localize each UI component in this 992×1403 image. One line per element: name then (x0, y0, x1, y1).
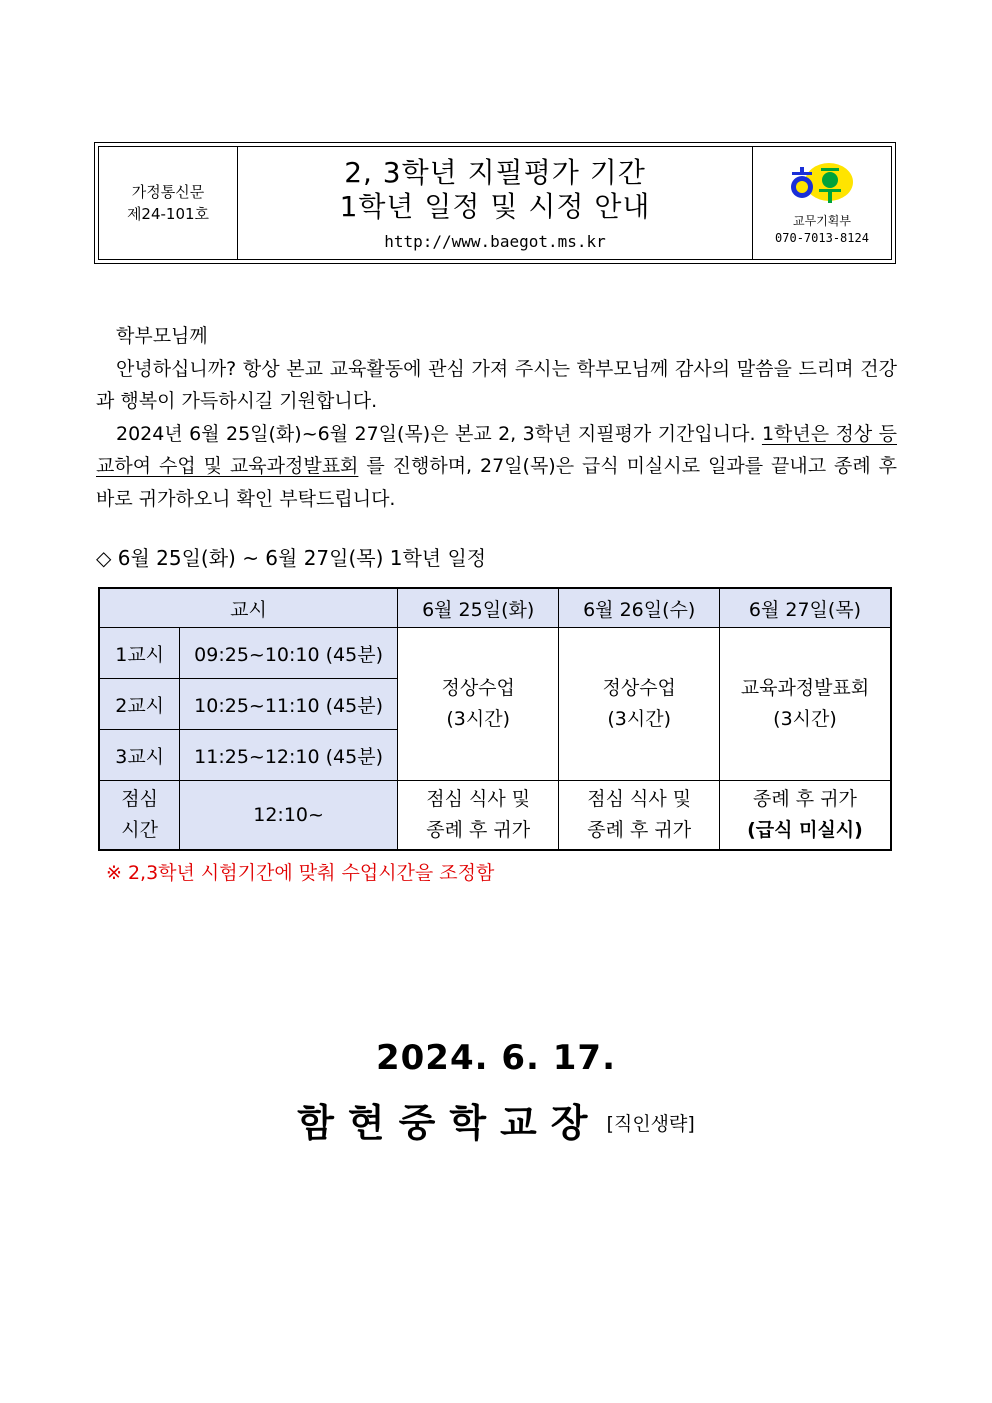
table-header-row (99, 588, 891, 628)
lunch-label-line-2: 시간 (121, 819, 158, 841)
header-day-2: 6월 26일(수) (559, 588, 720, 628)
adjustment-note: ※ 2,3학년 시험기간에 맞춰 수업시간을 조정함 (106, 862, 495, 884)
cell-line-2: (급식 미실시) (747, 819, 863, 841)
header-day-3: 6월 27일(목) (719, 588, 891, 628)
period-label: 1교시 (99, 628, 180, 679)
header-period: 교시 (99, 588, 397, 628)
cell-line-2: (3시간) (607, 708, 672, 730)
issue-date: 2024. 6. 17. (375, 1038, 617, 1078)
cell-line-1: 점심 식사 및 (587, 788, 692, 810)
dept-phone: 070-7013-8124 (775, 230, 869, 245)
signature-line (0, 1092, 992, 1147)
cell-line-2: (3시간) (773, 708, 837, 730)
lunch-row (99, 781, 891, 851)
cell-line-1: 교육과정발표회 (740, 677, 870, 699)
cell-line-1: 정상수업 (602, 677, 676, 699)
title-line-1: 2, 3학년 지필평가 기간 (344, 155, 646, 189)
paragraph-1: 안녕하십니까? 항상 본교 교육활동에 관심 가져 주시는 학부모님께 감사의 말씀을 드리며 건강과 행복이 가득하시길 기원합니다. (96, 357, 897, 412)
doc-info (99, 147, 238, 259)
seal-note: [직인생략] (606, 1113, 695, 1135)
salutation: 학부모님께 (116, 325, 208, 347)
cell-line-2: (3시간) (446, 708, 510, 730)
title-block (238, 147, 753, 259)
paragraph-2-end: 를 진행하며, 27일(목)은 급식 미실시로 일과를 끝내고 종례 후 바로 귀가하오니 확인 부탁드립니다. (96, 455, 897, 510)
class-cell-day-2 (559, 628, 720, 781)
lunch-label-line-1: 점심 (121, 788, 158, 810)
cell-line-1: 종례 후 귀가 (753, 788, 857, 810)
cell-line-2: 종례 후 귀가 (587, 819, 692, 841)
period-time: 10:25~11:10 (45분) (180, 679, 398, 730)
period-time: 11:25~12:10 (45분) (180, 730, 398, 781)
cell-line-1: 점심 식사 및 (426, 788, 531, 810)
principal-title: 함현중학교장 (297, 1101, 602, 1145)
paragraph-2-underlined: 1학년은 정상 등교하여 수업 및 교육과정발표회 (96, 422, 897, 477)
class-cell-day-3 (719, 628, 891, 781)
paragraph-2 (96, 418, 897, 516)
header-box (94, 142, 896, 264)
lunch-cell-day-3 (719, 781, 891, 851)
header-inner (98, 146, 892, 260)
period-label: 2교시 (99, 679, 180, 730)
lunch-cell-day-1 (397, 781, 559, 851)
school-logo-icon (789, 162, 855, 206)
section-title: ◇ 6월 25일(화) ~ 6월 27일(목) 1학년 일정 (96, 546, 487, 570)
lunch-label (99, 781, 180, 851)
doc-number: 제24-101호 (126, 205, 210, 223)
title-line-2: 1학년 일정 및 시정 안내 (339, 189, 651, 223)
dept-block (753, 147, 891, 259)
letter-body (96, 320, 897, 515)
cell-line-2: 종례 후 귀가 (426, 819, 531, 841)
school-url[interactable]: http://www.baegot.ms.kr (384, 231, 606, 251)
period-label: 3교시 (99, 730, 180, 781)
lunch-cell-day-2 (559, 781, 720, 851)
table-row (99, 628, 891, 679)
schedule-table (98, 587, 892, 851)
dept-name: 교무기획부 (793, 213, 851, 228)
lunch-time: 12:10~ (180, 781, 398, 851)
class-cell-day-1 (397, 628, 559, 781)
paragraph-2-start: 2024년 6월 25일(화)~6월 27일(목)은 본교 2, 3학년 지필평가 기간입니다. (116, 422, 762, 445)
header-day-1: 6월 25일(화) (397, 588, 559, 628)
period-time: 09:25~10:10 (45분) (180, 628, 398, 679)
doc-type: 가정통신문 (131, 183, 205, 201)
cell-line-1: 정상수업 (441, 677, 515, 699)
